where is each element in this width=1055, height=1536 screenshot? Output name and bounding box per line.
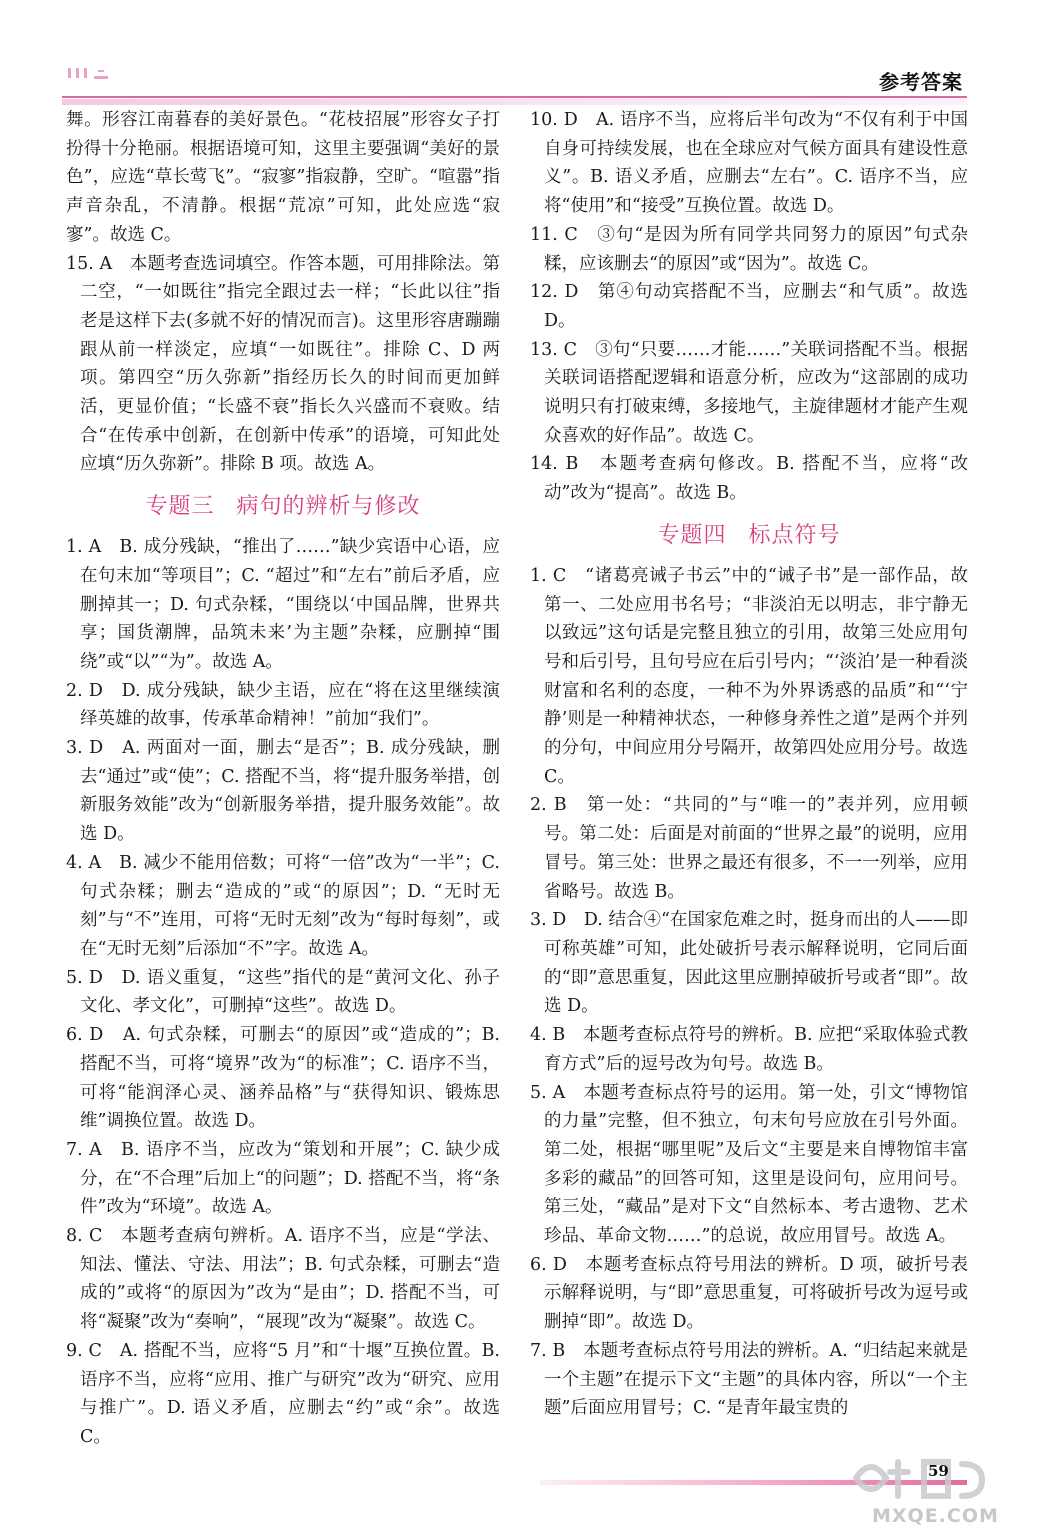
answer-item: 12. D 第④句动宾搭配不当，应删去“和气质”。故选 D。: [530, 282, 968, 331]
page-number: 59: [928, 1462, 949, 1480]
answer-item: 7. B 本题考查标点符号用法的辨析。A. “归结起来就是一个主题”在提示下文“主题”的具体内容，所以“一个主题”后面应用冒号；C. “是青年最宝贵的: [530, 1340, 968, 1419]
header-band: [62, 99, 967, 105]
page-header-title: 参考答案: [879, 70, 963, 94]
right-column: [530, 106, 968, 1423]
left-column: [66, 106, 500, 1452]
answer-item: 5. D D. 语义重复，“这些”指代的是“黄河文化、孙子文化、孝文化”，可删掉“这些”。故选 D。: [66, 967, 500, 1017]
watermark-text: MXQE.COM: [872, 1505, 999, 1527]
header-rule: [62, 96, 967, 98]
section-4-label: 专题四: [657, 522, 727, 548]
answer-item: 2. D D. 成分残缺，缺少主语，应在“将在这里继续演绎英雄的故事，传承革命精神！”前加“我们”。: [66, 680, 500, 730]
answer-item: 1. C “诸葛亮诫子书云”中的“诫子书”是一部作品，故第一、二处应用书名号；“非淡泊无以明志，非宁静无以致远”这句话是完整且独立的引用，故第三处应用句号和后引号，且句号应在后引号内；“‘淡泊’是一种看淡财富和名利的态度，一种不为外界诱惑的品质”和“‘宁静’则是一种精神状态，一种修身养性之道”是两个并列的分句，中间应用分号隔开，故第四处应用分号。故选 C。: [530, 565, 968, 787]
answer-item: 3. D D. 结合④“在国家危难之时，挺身而出的人——即可称英雄”可知，此处破折号表示解释说明，它同后面的“即”意思重复，因此这里应删掉破折号或者“即”。故选 D。: [530, 910, 968, 1017]
answer-item: 5. A 本题考查标点符号的运用。第一处，引文“博物馆的力量”完整，但不独立，句末句号应放在引号外面。第二处，根据“哪里呢”及后文“主要是来自博物馆丰富多彩的藏品”的回答可知，这里是设问句，应用问号。第三处，“藏品”是对下文“自然标本、考古遗物、艺术珍品、革命文物……”的总说，故应用冒号。故选 A。: [530, 1082, 968, 1247]
answer-item: 7. A B. 语序不当，应改为“策划和开展”；C. 缺少成分，在“不合理”后加上“的问题”；D. 搭配不当，将“条件”改为“环境”。故选 A。: [66, 1139, 500, 1218]
answer-item: 1. A B. 成分残缺，“推出了……”缺少宾语中心语，应在句末加“等项目”；C. “超过”和“左右”前后矛盾，应删掉其一；D. 句式杂糅，“围绕以‘中国品牌，世界共享；国货潮牌，品筑未来’为主题”杂糅，应删掉“围绕”或“以”“为”。故选 A。: [66, 537, 500, 672]
answer-item: 11. C ③句“是因为所有同学共同努力的原因”句式杂糅，应该删去“的原因”或“因为”。故选 C。: [530, 224, 968, 274]
answer-item: 6. D A. 句式杂糅，可删去“的原因”或“造成的”；B. 搭配不当，可将“境界”改为“的标准”；C. 语序不当，可将“能润泽心灵、涵养品格”与“获得知识、锻炼思维”调换位置。故选 D。: [66, 1025, 500, 1132]
answer-item: 14. B 本题考查病句修改。B. 搭配不当，应将“改动”改为“提高”。故选 B。: [530, 454, 968, 504]
answer-item: 10. D A. 语序不当，应将后半句改为“不仅有利于中国自身可持续发展，也在全球应对气候方面具有建设性意义”。B. 语义矛盾，应删去“左右”。C. 语序不当，应将“使用”和“接受”互换位置。故选 D。: [530, 110, 968, 217]
answer-item: 2. B 第一处：“共同的”与“唯一的”表并列，应用顿号。第二处：后面是对前面的“世界之最”的说明，应用冒号。第三处：世界之最还有很多，不一一列举，应用省略号。故选 B。: [530, 795, 968, 902]
section-4-topic: 标点符号: [748, 522, 841, 548]
header-logo-icon: [62, 60, 122, 88]
section-3-topic: 病句的辨析与修改: [236, 494, 421, 520]
section-heading-3: [66, 487, 500, 527]
answer-item-15: 15. A 本题考查选词填空。作答本题，可用排除法。第二空，“一如既往”指完全跟过去一样；“长此以往”指老是这样下去(多就不好的情况而言)。这里形容唐蹦蹦跟从前一样淡定，应填“一如既往”。排除 C、D 两项。第四空“历久弥新”指经历长久的时间而更加鲜活，更显价值；“长盛不衰”指长久兴盛而不衰败。结合“在传承中创新，在创新中传承”的语境，可知此处应填“历久弥新”。排除 B 项。故选 A。: [66, 253, 500, 475]
answer-item: 3. D A. 两面对一面，删去“是否”；B. 成分残缺，删去“通过”或“使”；C. 搭配不当，将“提升服务举措，创新服务效能”改为“创新服务举措，提升服务效能”。故选 D。: [66, 738, 500, 845]
answer-item: 13. C ③句“只要……才能……”关联词搭配不当。根据关联词语搭配逻辑和语意分析，应改为“这部剧的成功说明只有打破束缚，多接地气，主旋律题材才能产生观众喜欢的好作品”。故选 C。: [530, 339, 968, 446]
answer-item: 9. C A. 搭配不当，应将“5 月”和“十堰”互换位置。B. 语序不当，应将“应用、推广与研究”改为“研究、应用与推广”。D. 语义矛盾，应删去“约”或“余”。故选 C。: [66, 1340, 500, 1447]
section-heading-4: [530, 516, 968, 556]
continued-answer-paragraph: 舞。形容江南暮春的美好景色。“花枝招展”形容女子打扮得十分艳丽。根据语境可知，这里主要强调“美好的景色”，应选“草长莺飞”。“寂寥”指寂静，空旷。“喧嚣”指声音杂乱，不清静。根据“荒凉”可知，此处应选“寂寥”。故选 C。: [66, 110, 500, 245]
section-3-label: 专题三: [145, 494, 215, 520]
answer-item: 4. A B. 减少不能用倍数；可将“一倍”改为“一半”；C. 句式杂糅；删去“造成的”或“的原因”；D. “无时无刻”与“不”连用，可将“无时无刻”改为“每时每刻”，或在“无时无刻”后添加“不”字。故选 A。: [66, 852, 500, 959]
answer-item: 8. C 本题考查病句辨析。A. 语序不当，应是“学法、知法、懂法、守法、用法”；B. 句式杂糅，可删去“造成的”或将“的原因为”改为“是由”；D. 搭配不当，可将“凝聚”改为“奏响”，“展现”改为“凝聚”。故选 C。: [66, 1226, 500, 1333]
answer-item: 6. D 本题考查标点符号用法的辨析。D 项，破折号表示解释说明，与“即”意思重复，可将破折号改为逗号或删掉“即”。故选 D。: [530, 1254, 968, 1333]
answer-item: 4. B 本题考查标点符号的辨析。B. 应把“采取体验式教育方式”后的逗号改为句号。故选 B。: [530, 1025, 968, 1074]
